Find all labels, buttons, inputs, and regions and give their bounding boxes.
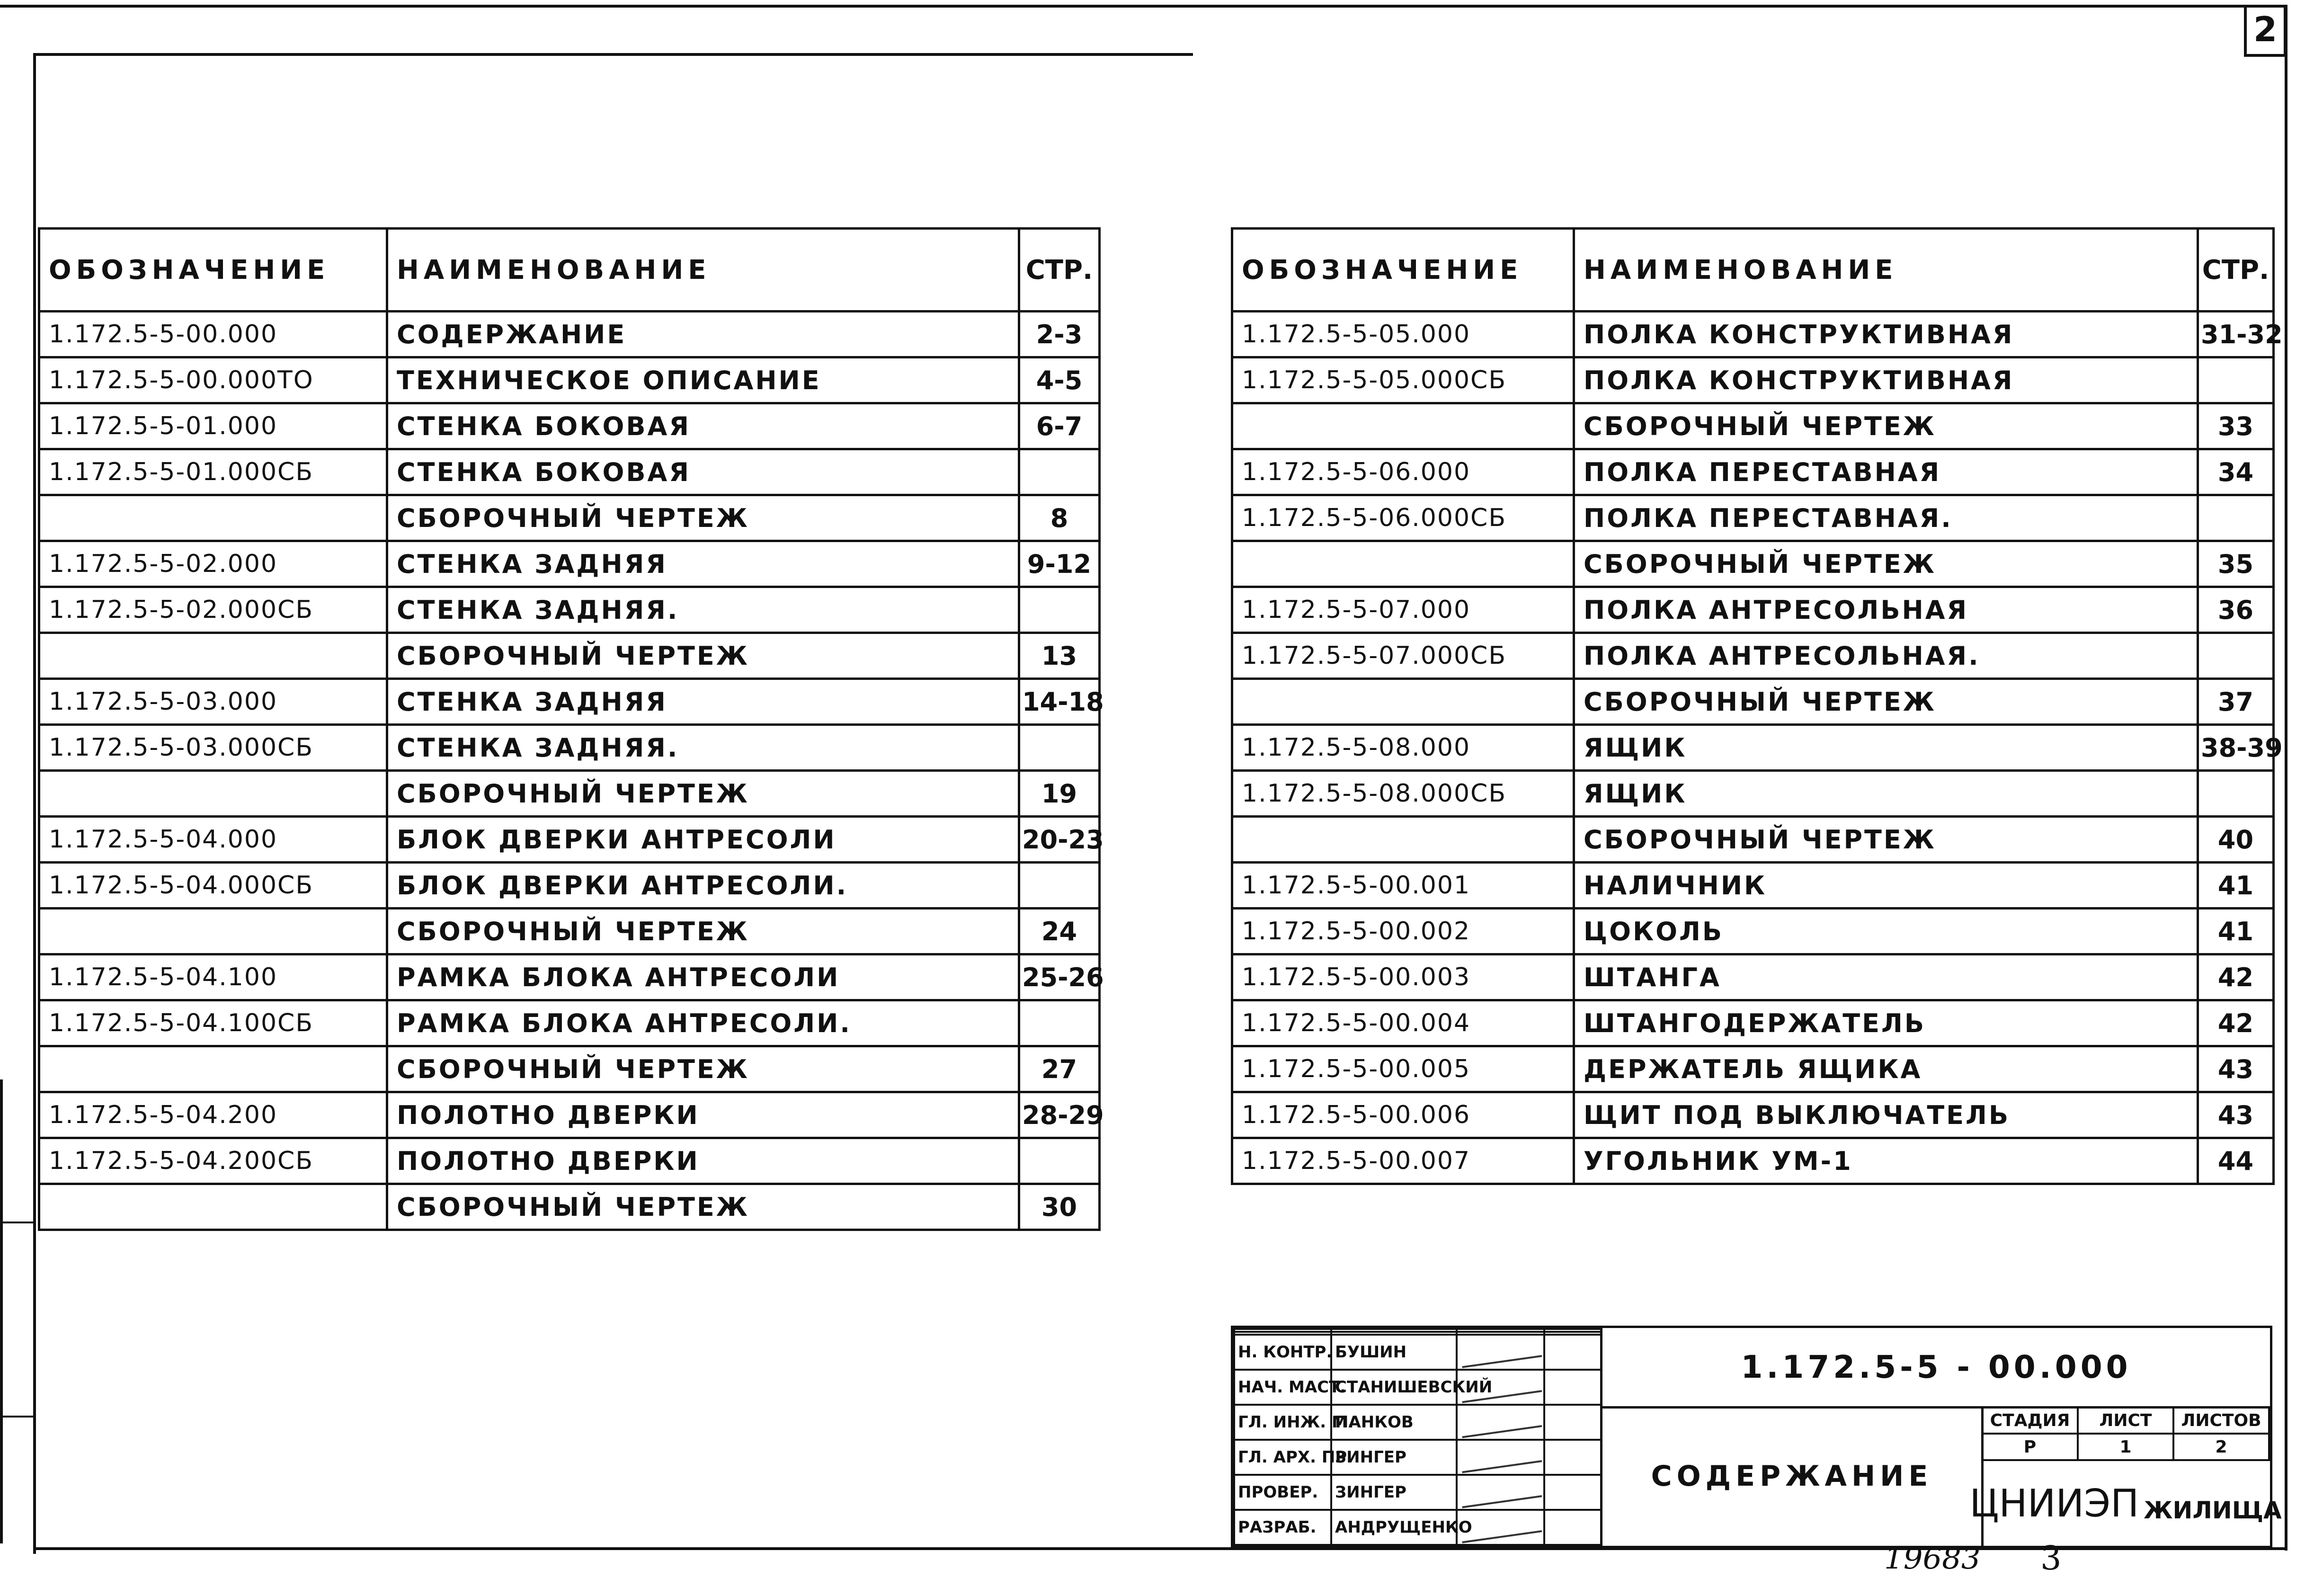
table-row: [1232, 357, 2274, 403]
cell-name: СБОРОЧНЫЙ ЧЕРТЕЖ: [387, 1046, 1019, 1092]
column-header-code: ОБОЗНАЧЕНИЕ: [1232, 229, 1574, 312]
cell-page: [2198, 357, 2274, 403]
title-block: [1231, 1326, 2282, 1548]
cell-page: 41: [2198, 909, 2274, 954]
cell-page: 36: [2198, 587, 2274, 633]
cell-name: СБОРОЧНЫЙ ЧЕРТЕЖ: [387, 1184, 1019, 1230]
cell-code: [39, 1046, 387, 1092]
table-row: [39, 1184, 1100, 1230]
cell-page: 20-23: [1019, 817, 1100, 863]
signature-cell: [1457, 1440, 1544, 1475]
cell-name: СТЕНКА ЗАДНЯЯ: [387, 679, 1019, 725]
sheet-header: ЛИСТ: [2078, 1407, 2173, 1434]
table-row: [1232, 909, 2274, 954]
handwritten-signature: [1460, 1372, 1542, 1403]
sheet-number-box: 2: [2244, 5, 2287, 57]
signatory-name: ЗИНГЕР: [1331, 1440, 1457, 1475]
cell-code: 1.172.5-5-01.000СБ: [39, 449, 387, 495]
signatory-role: ПРОВЕР.: [1234, 1475, 1331, 1510]
cell-code: 1.172.5-5-04.100СБ: [39, 1000, 387, 1046]
cell-name: ТЕХНИЧЕСКОЕ ОПИСАНИЕ: [387, 357, 1019, 403]
signatory-name: ПАНКОВ: [1331, 1405, 1457, 1440]
cell-code: 1.172.5-5-04.000: [39, 817, 387, 863]
handwritten-signature: [1460, 1337, 1542, 1368]
cell-name: СБОРОЧНЫЙ ЧЕРТЕЖ: [387, 771, 1019, 817]
cell-name: УГОЛЬНИК УМ-1: [1574, 1138, 2198, 1184]
cell-name: ПОЛОТНО ДВЕРКИ: [387, 1138, 1019, 1184]
cell-page: 2-3: [1019, 312, 1100, 357]
cell-name: ПОЛОТНО ДВЕРКИ: [387, 1092, 1019, 1138]
column-header-page: СТР.: [2198, 229, 2274, 312]
organization-suffix: ЖИЛИЩА: [2144, 1497, 2282, 1524]
table-row: [39, 909, 1100, 954]
cell-name: СТЕНКА ЗАДНЯЯ.: [387, 725, 1019, 771]
table-row: [1232, 403, 2274, 449]
contents-table-right: [1231, 227, 2283, 1185]
frame-left-line: [33, 53, 36, 1554]
stage-value: Р: [1982, 1434, 2078, 1460]
table-row: [1232, 1000, 2274, 1046]
cell-page: 43: [2198, 1092, 2274, 1138]
cell-page: 37: [2198, 679, 2274, 725]
handwritten-signature: [1460, 1441, 1542, 1473]
table-row: [1232, 495, 2274, 541]
cell-page: 8: [1019, 495, 1100, 541]
cell-code: 1.172.5-5-00.004: [1232, 1000, 1574, 1046]
contents-table-left: [38, 227, 1104, 1231]
cell-name: СБОРОЧНЫЙ ЧЕРТЕЖ: [1574, 679, 2198, 725]
cell-code: [1232, 541, 1574, 587]
cell-name: СБОРОЧНЫЙ ЧЕРТЕЖ: [387, 495, 1019, 541]
cell-code: [39, 495, 387, 541]
page-number: 3: [2040, 1539, 2062, 1578]
date-cell: [1544, 1475, 1601, 1510]
signatory-role: РАЗРАБ.: [1234, 1510, 1331, 1545]
sheets-value: 2: [2173, 1434, 2269, 1460]
signatory-name: АНДРУЩЕНКО: [1331, 1510, 1457, 1545]
table-row: [1232, 633, 2274, 679]
signatory-name: ЗИНГЕР: [1331, 1475, 1457, 1510]
cell-code: 1.172.5-5-02.000СБ: [39, 587, 387, 633]
signature-cell: [1457, 1405, 1544, 1440]
cell-page: 42: [2198, 954, 2274, 1000]
cell-page: [1019, 1138, 1100, 1184]
cell-code: 1.172.5-5-03.000: [39, 679, 387, 725]
cell-page: 9-12: [1019, 541, 1100, 587]
cell-page: [2198, 633, 2274, 679]
sheet-value: 1: [2078, 1434, 2173, 1460]
organization-name: [1969, 1461, 2282, 1546]
cell-code: 1.172.5-5-04.000СБ: [39, 863, 387, 909]
table-row: [39, 725, 1100, 771]
cell-page: 43: [2198, 1046, 2274, 1092]
cell-name: ПОЛКА КОНСТРУКТИВНАЯ: [1574, 357, 2198, 403]
stage-header: СТАДИЯ: [1982, 1407, 2078, 1434]
cell-code: [1232, 679, 1574, 725]
cell-code: [39, 771, 387, 817]
table-header: [1232, 229, 2274, 312]
cell-name: НАЛИЧНИК: [1574, 863, 2198, 909]
cell-page: [1019, 587, 1100, 633]
cell-name: ДЕРЖАТЕЛЬ ЯЩИКА: [1574, 1046, 2198, 1092]
organization-main: ЦНИИЭП: [1969, 1481, 2139, 1525]
table-row: [39, 679, 1100, 725]
cell-name: ШТАНГОДЕРЖАТЕЛЬ: [1574, 1000, 2198, 1046]
cell-name: СТЕНКА ЗАДНЯЯ.: [387, 587, 1019, 633]
table-row: [1232, 817, 2274, 863]
date-cell: [1544, 1335, 1601, 1370]
cell-name: РАМКА БЛОКА АНТРЕСОЛИ.: [387, 1000, 1019, 1046]
cell-code: 1.172.5-5-06.000: [1232, 449, 1574, 495]
cell-page: 42: [2198, 1000, 2274, 1046]
cell-code: [39, 633, 387, 679]
cell-code: [39, 1184, 387, 1230]
cell-name: ЦОКОЛЬ: [1574, 909, 2198, 954]
cell-name: ЯЩИК: [1574, 725, 2198, 771]
handwritten-signature: [1460, 1476, 1542, 1508]
archive-number: 19683: [1884, 1541, 1981, 1576]
signatory-row: [1234, 1405, 1601, 1440]
table-row: [39, 954, 1100, 1000]
cell-name: ПОЛКА КОНСТРУКТИВНАЯ: [1574, 312, 2198, 357]
table-row: [39, 771, 1100, 817]
cell-page: [1019, 449, 1100, 495]
cell-code: [1232, 817, 1574, 863]
cell-code: 1.172.5-5-01.000: [39, 403, 387, 449]
table-row: [39, 357, 1100, 403]
cell-page: 28-29: [1019, 1092, 1100, 1138]
cell-name: ПОЛКА АНТРЕСОЛЬНАЯ.: [1574, 633, 2198, 679]
cell-code: 1.172.5-5-00.001: [1232, 863, 1574, 909]
table-row: [39, 1046, 1100, 1092]
cell-name: РАМКА БЛОКА АНТРЕСОЛИ: [387, 954, 1019, 1000]
signatory-name: СТАНИШЕВСКИЙ: [1331, 1370, 1457, 1405]
table-row: [1232, 679, 2274, 725]
cell-code: 1.172.5-5-02.000: [39, 541, 387, 587]
cell-name: ПОЛКА АНТРЕСОЛЬНАЯ: [1574, 587, 2198, 633]
binding-margin-tick: [0, 1222, 33, 1223]
signature-cell: [1457, 1335, 1544, 1370]
table-row: [1232, 587, 2274, 633]
cell-code: 1.172.5-5-08.000: [1232, 725, 1574, 771]
cell-page: [1019, 725, 1100, 771]
date-cell: [1544, 1370, 1601, 1405]
cell-page: 13: [1019, 633, 1100, 679]
cell-name: БЛОК ДВЕРКИ АНТРЕСОЛИ: [387, 817, 1019, 863]
cell-code: 1.172.5-5-00.005: [1232, 1046, 1574, 1092]
cell-page: 44: [2198, 1138, 2274, 1184]
cell-code: 1.172.5-5-00.003: [1232, 954, 1574, 1000]
cell-code: 1.172.5-5-00.002: [1232, 909, 1574, 954]
signatory-row: [1234, 1440, 1601, 1475]
cell-code: 1.172.5-5-08.000СБ: [1232, 771, 1574, 817]
signatory-row: [1234, 1335, 1601, 1370]
table-row: [1232, 954, 2274, 1000]
cell-code: 1.172.5-5-06.000СБ: [1232, 495, 1574, 541]
table-row: [1232, 1092, 2274, 1138]
cell-page: [1019, 1000, 1100, 1046]
cell-page: [1019, 863, 1100, 909]
table-row: [39, 449, 1100, 495]
frame-top-line: [0, 5, 2287, 8]
cell-code: 1.172.5-5-05.000: [1232, 312, 1574, 357]
table-row: [1232, 541, 2274, 587]
column-header-name: НАИМЕНОВАНИЕ: [387, 229, 1019, 312]
cell-code: [1232, 403, 1574, 449]
cell-code: 1.172.5-5-00.000: [39, 312, 387, 357]
table-row: [39, 633, 1100, 679]
cell-name: ПОЛКА ПЕРЕСТАВНАЯ: [1574, 449, 2198, 495]
table-row: [1232, 1046, 2274, 1092]
cell-name: СБОРОЧНЫЙ ЧЕРТЕЖ: [1574, 817, 2198, 863]
frame-right-line: [2285, 5, 2287, 1551]
cell-code: 1.172.5-5-00.000ТО: [39, 357, 387, 403]
table-row: [39, 587, 1100, 633]
table-row: [39, 817, 1100, 863]
cell-code: 1.172.5-5-00.006: [1232, 1092, 1574, 1138]
cell-code: 1.172.5-5-00.007: [1232, 1138, 1574, 1184]
signatory-role: НАЧ. МАСТ.: [1234, 1370, 1331, 1405]
signatory-role: Н. КОНТР.: [1234, 1335, 1331, 1370]
table-row: [1232, 725, 2274, 771]
binding-margin-line: [0, 1079, 3, 1543]
cell-page: 41: [2198, 863, 2274, 909]
cell-page: 35: [2198, 541, 2274, 587]
cell-name: СБОРОЧНЫЙ ЧЕРТЕЖ: [1574, 541, 2198, 587]
date-cell: [1544, 1440, 1601, 1475]
cell-page: 34: [2198, 449, 2274, 495]
cell-page: 4-5: [1019, 357, 1100, 403]
cell-code: 1.172.5-5-04.200: [39, 1092, 387, 1138]
handwritten-signature: [1460, 1511, 1542, 1543]
cell-name: СБОРОЧНЫЙ ЧЕРТЕЖ: [387, 909, 1019, 954]
cell-name: СБОРОЧНЫЙ ЧЕРТЕЖ: [387, 633, 1019, 679]
table-row: [39, 1000, 1100, 1046]
cell-name: ШТАНГА: [1574, 954, 2198, 1000]
table-row: [39, 495, 1100, 541]
date-cell: [1544, 1405, 1601, 1440]
cell-name: СБОРОЧНЫЙ ЧЕРТЕЖ: [1574, 403, 2198, 449]
table-row: [39, 403, 1100, 449]
cell-code: 1.172.5-5-04.100: [39, 954, 387, 1000]
cell-name: СТЕНКА БОКОВАЯ: [387, 449, 1019, 495]
cell-code: 1.172.5-5-03.000СБ: [39, 725, 387, 771]
table-row: [1232, 312, 2274, 357]
cell-page: [2198, 771, 2274, 817]
cell-name: ЩИТ ПОД ВЫКЛЮЧАТЕЛЬ: [1574, 1092, 2198, 1138]
cell-page: 6-7: [1019, 403, 1100, 449]
cell-page: 40: [2198, 817, 2274, 863]
handwritten-signature: [1460, 1407, 1542, 1438]
table-row: [1232, 1138, 2274, 1184]
column-header-code: ОБОЗНАЧЕНИЕ: [39, 229, 387, 312]
cell-code: [39, 909, 387, 954]
table-row: [1232, 771, 2274, 817]
signatory-row: [1234, 1510, 1601, 1545]
column-header-page: СТР.: [1019, 229, 1100, 312]
table-header: [39, 229, 1100, 312]
signature-cell: [1457, 1510, 1544, 1545]
cell-page: 24: [1019, 909, 1100, 954]
cell-page: 30: [1019, 1184, 1100, 1230]
signatory-role: ГЛ. АРХ. ПР.: [1234, 1440, 1331, 1475]
signature-block: [1233, 1328, 1600, 1546]
table-row: [39, 312, 1100, 357]
signatory-row: [1234, 1370, 1601, 1405]
cell-page: 25-26: [1019, 954, 1100, 1000]
signatory-name: БУШИН: [1331, 1335, 1457, 1370]
signatory-role: ГЛ. ИНЖ. М.: [1234, 1405, 1331, 1440]
cell-code: 1.172.5-5-07.000: [1232, 587, 1574, 633]
signature-cell: [1457, 1475, 1544, 1510]
column-header-name: НАИМЕНОВАНИЕ: [1574, 229, 2198, 312]
cell-name: СТЕНКА ЗАДНЯЯ: [387, 541, 1019, 587]
document-title: СОДЕРЖАНИЕ: [1600, 1406, 1984, 1546]
sheets-header: ЛИСТОВ: [2173, 1407, 2269, 1434]
signatory-row: [1234, 1475, 1601, 1510]
cell-name: ПОЛКА ПЕРЕСТАВНАЯ.: [1574, 495, 2198, 541]
table-row: [39, 541, 1100, 587]
table-row: [1232, 449, 2274, 495]
cell-code: 1.172.5-5-04.200СБ: [39, 1138, 387, 1184]
table-row: [1232, 863, 2274, 909]
cell-page: [2198, 495, 2274, 541]
table-row: [39, 1092, 1100, 1138]
document-code: 1.172.5-5 - 00.000: [1600, 1328, 2270, 1409]
cell-page: 27: [1019, 1046, 1100, 1092]
cell-code: 1.172.5-5-07.000СБ: [1232, 633, 1574, 679]
cell-page: 31-32: [2198, 312, 2274, 357]
binding-margin-tick: [0, 1416, 33, 1418]
cell-page: 19: [1019, 771, 1100, 817]
table-row: [39, 863, 1100, 909]
cell-name: ЯЩИК: [1574, 771, 2198, 817]
cell-page: 33: [2198, 403, 2274, 449]
frame-inner-top-line: [33, 53, 1193, 56]
table-row: [39, 1138, 1100, 1184]
cell-code: 1.172.5-5-05.000СБ: [1232, 357, 1574, 403]
stage-sheet-block: [1969, 1406, 2282, 1546]
cell-name: СТЕНКА БОКОВАЯ: [387, 403, 1019, 449]
cell-name: БЛОК ДВЕРКИ АНТРЕСОЛИ.: [387, 863, 1019, 909]
cell-page: 38-39: [2198, 725, 2274, 771]
cell-page: 14-18: [1019, 679, 1100, 725]
date-cell: [1544, 1510, 1601, 1545]
cell-name: СОДЕРЖАНИЕ: [387, 312, 1019, 357]
signature-cell: [1457, 1370, 1544, 1405]
